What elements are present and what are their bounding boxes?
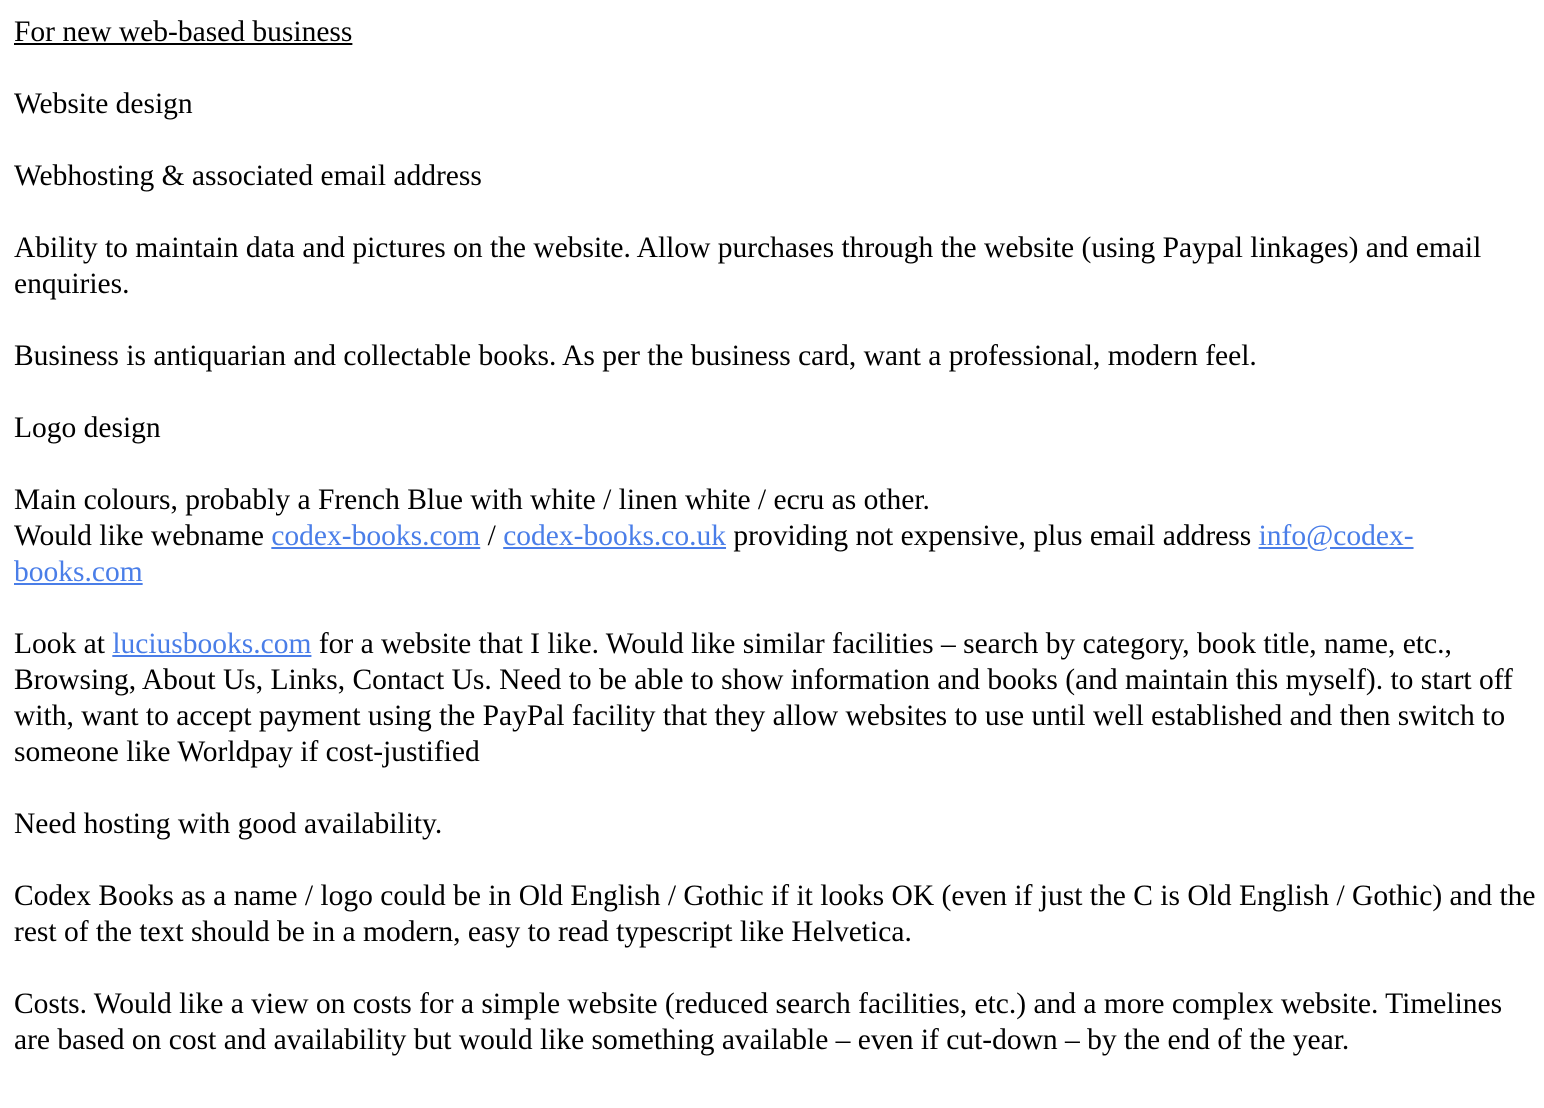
hosting-paragraph: Need hosting with good availability. — [14, 808, 443, 840]
webname-prefix: Would like webname — [14, 520, 272, 552]
email-link[interactable]: info@codex-books.com — [14, 520, 1414, 588]
website-design-paragraph: Website design — [14, 88, 193, 120]
colours-paragraph: Main colours, probably a French Blue with white / linen white / ecru as other. — [14, 484, 930, 516]
webname-middle: providing not expensive, plus email address — [726, 520, 1259, 552]
look-prefix: Look at — [14, 628, 113, 660]
webhosting-paragraph: Webhosting & associated email address — [14, 160, 482, 192]
document-heading — [14, 14, 1536, 50]
ability-paragraph: Ability to maintain data and pictures on the website. Allow purchases through the website (using Paypal linkages) and email enquiries. — [14, 232, 1482, 300]
business-paragraph: Business is antiquarian and collectable books. As per the business card, want a professional, modern feel. — [14, 340, 1257, 372]
document-body — [14, 14, 1536, 1094]
look-paragraph — [14, 626, 1536, 770]
webname-separator: / — [480, 520, 504, 552]
heading-text: For new web-based business — [14, 16, 353, 48]
logo-design-paragraph: Logo design — [14, 412, 161, 444]
webname-paragraph — [14, 518, 1536, 590]
luciusbooks-link[interactable]: luciusbooks.com — [112, 628, 312, 660]
codex-books-com-link[interactable]: codex-books.com — [271, 520, 481, 552]
look-rest: for a website that I like. Would like similar facilities – search by category, book title, name, etc., Browsing, About Us, Links, Contact Us. Need to be able to show information and books (and maintain this myself). to start off with, want to accept payment using the PayPal facility that they allow websites to use until well established and then switch to someone like Worldpay if cost-justified — [14, 628, 1513, 768]
codex-books-co-uk-link[interactable]: codex-books.co.uk — [503, 520, 727, 552]
costs-paragraph: Costs. Would like a view on costs for a simple website (reduced search facilities, etc.) and a more complex website. Timelines are based on cost and availability but would like something available – even if cut-down – by the end of the year. — [14, 988, 1503, 1056]
codex-logo-paragraph: Codex Books as a name / logo could be in Old English / Gothic if it looks OK (even if just the C is Old English / Gothic) and the rest of the text should be in a modern, easy to read typescript like Helvetica. — [14, 880, 1536, 948]
